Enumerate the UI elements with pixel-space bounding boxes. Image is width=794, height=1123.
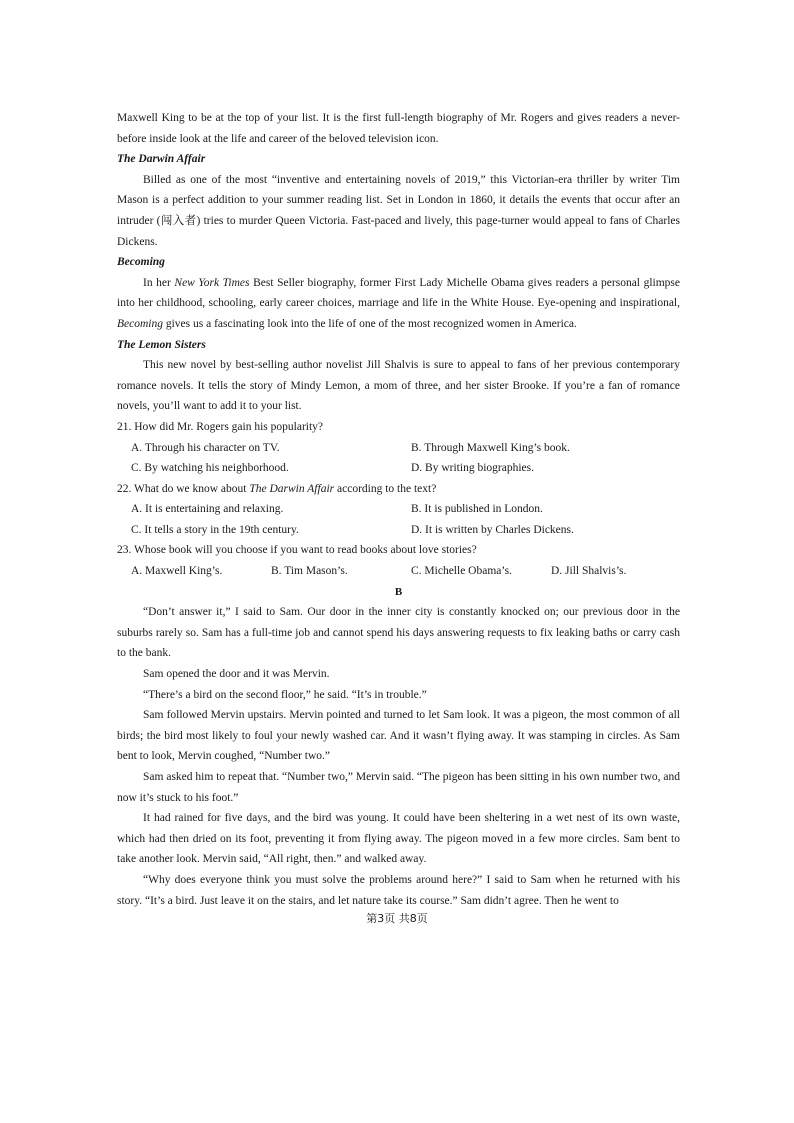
option-d: D. By writing biographies.: [411, 462, 534, 475]
book-title-lemon-sisters: The Lemon Sisters: [117, 338, 206, 351]
passage-b-paragraph: Sam followed Mervin upstairs. Mervin pointed and turned to let Sam look. It was a pigeon, the most common of all birds; the bird most likely to foul your newly washed car. And it wasn’t flying away. It was stamping in circles. As Sam bent to look, Mervin coughed, “Number two.”: [117, 709, 680, 763]
section-b-heading: B: [394, 585, 403, 598]
option-c: C. By watching his neighborhood.: [131, 462, 289, 475]
option-a: A. It is entertaining and relaxing.: [131, 503, 284, 516]
question-23-stem: 23. Whose book will you choose if you want to read books about love stories?: [117, 544, 477, 557]
option-c: C. Michelle Obama’s.: [411, 565, 512, 578]
book-title-darwin-affair: The Darwin Affair: [117, 153, 206, 166]
passage-a-intro-tail: Maxwell King to be at the top of your list. It is the first full-length biography of Mr. Rogers and gives readers a never-before inside look at the life and career of the beloved television icon.: [117, 112, 680, 145]
question-21-stem: 21. How did Mr. Rogers gain his popularity?: [117, 420, 324, 433]
question-21-options: [117, 438, 680, 479]
question-22-options: [117, 499, 680, 540]
option-d: D. Jill Shalvis’s.: [551, 565, 627, 578]
page-content: [117, 108, 680, 911]
book-desc-becoming: [117, 273, 680, 335]
option-a: A. Maxwell King’s.: [131, 565, 223, 578]
passage-b-paragraph: It had rained for five days, and the bird was young. It could have been sheltering in a wet nest of its own waste, which had then dried on its foot, preventing it from flying away. The pigeon moved in a few more circles. Sam bent to take another look. Mervin said, “All right, then.” and walked away.: [117, 812, 680, 866]
book-desc-lemon-sisters: This new novel by best-selling author novelist Jill Shalvis is sure to appeal to fans of her previous contemporary romance novels. It tells the story of Mindy Lemon, a mom of three, and her sister Brooke. If you’re a fan of romance novels, you’ll want to add it to your list.: [117, 359, 680, 413]
text-segment: according to the text?: [334, 482, 437, 495]
option-a: A. Through his character on TV.: [131, 441, 280, 454]
passage-b-paragraph: “Don’t answer it,” I said to Sam. Our door in the inner city is constantly knocked on; our previous door in the suburbs rarely so. Sam has a full-time job and cannot spend his days answering requests to fix leaking baths or carry cash to the bank.: [117, 606, 680, 660]
option-b: B. Through Maxwell King’s book.: [411, 441, 570, 454]
text-segment: 22. What do we know about: [117, 482, 250, 495]
page-number-footer: 第3页 共8页: [366, 912, 428, 925]
option-c: C. It tells a story in the 19th century.: [131, 523, 299, 536]
text-segment: gives us a fascinating look into the life of one of the most recognized women in America.: [162, 317, 577, 330]
book-desc-darwin-affair: Billed as one of the most “inventive and entertaining novels of 2019,” this Victorian-era thriller by writer Tim Mason is a perfect addition to your summer reading list. Set in London in 1860, it details the events that occur after an intruder (闯入者) tries to murder Queen Victoria. Fast-paced and lively, this page-turner would appeal to fans of Charles Dickens.: [117, 173, 680, 248]
question-22-stem: [117, 479, 680, 500]
passage-b-paragraph: Sam asked him to repeat that. “Number two,” Mervin said. “The pigeon has been sitting in his own number two, and now it’s stuck to his foot.”: [117, 771, 680, 804]
option-d: D. It is written by Charles Dickens.: [411, 523, 574, 536]
passage-b-paragraph: “Why does everyone think you must solve the problems around here?” I said to Sam when he returned with his story. “It’s a bird. Just leave it on the stairs, and let nature take its course.” Sam didn’t agree. Then he went to: [117, 873, 680, 907]
passage-b-paragraph: “There’s a bird on the second floor,” he said. “It’s in trouble.”: [143, 688, 427, 701]
book-title-becoming: Becoming: [117, 256, 165, 269]
passage-b-paragraph: Sam opened the door and it was Mervin.: [143, 668, 330, 681]
text-segment: In her: [143, 276, 175, 289]
italic-title: Becoming: [117, 317, 163, 330]
italic-title: The Darwin Affair: [249, 482, 335, 495]
option-b: B. It is published in London.: [411, 503, 543, 516]
italic-title: New York Times: [174, 276, 250, 289]
question-23-options: [117, 561, 680, 582]
option-b: B. Tim Mason’s.: [271, 565, 348, 578]
text-segment: Best Seller biography, former First Lady Michelle Obama gives readers a personal glimpse into her childhood, schooling, early career choices, marriage and life in the White House. Eye-opening and inspirational,: [117, 276, 680, 310]
